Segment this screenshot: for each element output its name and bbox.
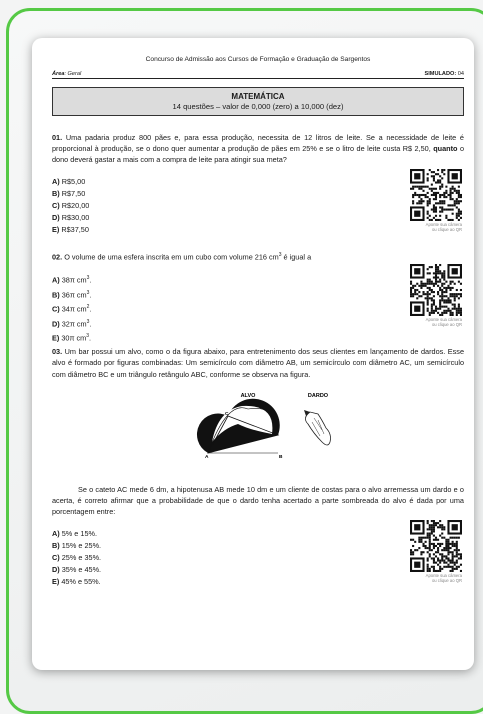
alvo-label: ALVO — [240, 392, 256, 399]
question-2-options — [52, 272, 464, 343]
qr-code-icon — [410, 520, 462, 572]
question-3-stem: Se o cateto AC mede 6 dm, a hipotenusa AB mede 10 dm e um cliente de costas para o alvo arremessa um dardo e o acerta, é correto afirmar que a probabilidade de que o dardo tenha acertado a parte sombreada do alvo é dada por uma porcentagem entre: — [52, 484, 464, 517]
question-3-options — [52, 528, 464, 592]
simulado-field: SIMULADO: 04 — [424, 71, 464, 77]
qr-code-3[interactable] — [410, 520, 462, 583]
exam-header-title: Concurso de Admissão aos Cursos de Formação e Graduação de Sargentos — [145, 56, 371, 63]
qr-code-icon — [410, 169, 462, 221]
option-1d[interactable]: D) R$30,00 — [52, 212, 90, 222]
target-shape — [197, 399, 280, 453]
option-2e[interactable]: E) 30π $cm^3$. — [52, 332, 92, 343]
qr-code-icon — [410, 264, 462, 316]
exam-page — [52, 50, 464, 592]
option-1c[interactable]: C) R$20,00 — [52, 200, 90, 210]
exam-header-line — [52, 67, 464, 79]
qr-caption: Aponte sua câmera ou clique ao QR — [425, 317, 462, 328]
subject-subtitle: 14 questões – valor de 0,000 (zero) a 10,000 (dez) — [172, 102, 344, 111]
option-3d[interactable]: D) 35% e 45%. — [52, 565, 102, 575]
option-3e[interactable]: E) 45% e 55%. — [52, 577, 101, 587]
area-field: Área: Geral — [52, 71, 82, 77]
qr-code-2[interactable] — [410, 264, 462, 327]
qr-code-1[interactable] — [410, 169, 462, 232]
question-1-options — [52, 176, 464, 240]
option-2d[interactable]: D) 32π $cm^3$. — [52, 318, 92, 328]
option-3b[interactable]: B) 15% e 25%. — [52, 541, 102, 551]
option-2c[interactable]: C) 34π $cm^2$. — [52, 304, 92, 314]
point-b: B — [279, 454, 283, 460]
subject-banner — [52, 87, 464, 116]
point-a: A — [205, 454, 209, 460]
dart-icon — [304, 410, 331, 445]
option-1b[interactable]: B) R$7,50 — [52, 188, 86, 198]
option-2b[interactable]: B) 36π $cm^3$. — [52, 289, 92, 300]
target-figure — [52, 390, 464, 478]
qr-caption: Aponte sua câmera ou clique ao QR — [425, 573, 462, 584]
option-1a[interactable]: A) R$5,00 — [52, 176, 86, 186]
option-1e[interactable]: E) R$37,50 — [52, 224, 89, 234]
option-3c[interactable]: C) 25% e 35%. — [52, 553, 102, 563]
dardo-label: DARDO — [307, 392, 329, 399]
target-and-dart-figure — [52, 390, 464, 478]
question-2: 02. O volume de uma esfera inscrita em um cubo com volume 216 $cm^3$ é igual a — [52, 251, 312, 262]
qr-caption: Aponte sua câmera ou clique ao QR — [425, 221, 462, 232]
option-2a[interactable]: A) 38π $cm^3$. — [52, 275, 92, 285]
option-3a[interactable]: A) 5% e 15%. — [52, 529, 98, 539]
question-3: 03. Um bar possui um alvo, como o da figura abaixo, para entretenimento dos seus clientes em lançamento de dardos. Esse alvo é formado por figuras combinadas: Um semicírculo com diâmetro AB, um semicírculo com diâmetro AC, um semicírculo com diâmetro BC e um triângulo retângulo ABC, conforme se observa na figura. — [52, 347, 465, 379]
question-1: 01. Uma padaria produz 800 pães e, para essa produção, necessita de 12 litros de leite. Se a necessidade de leite é proporcional à produção, se o dono quer aumentar a produção de pães em 25% e se o litro de leite custa R$ 2,50, quanto o dono deverá gastar a mais com a compra de leite para atingir sua meta? — [52, 133, 465, 165]
point-c: C — [225, 411, 229, 417]
subject-title: MATEMÁTICA — [231, 92, 285, 101]
